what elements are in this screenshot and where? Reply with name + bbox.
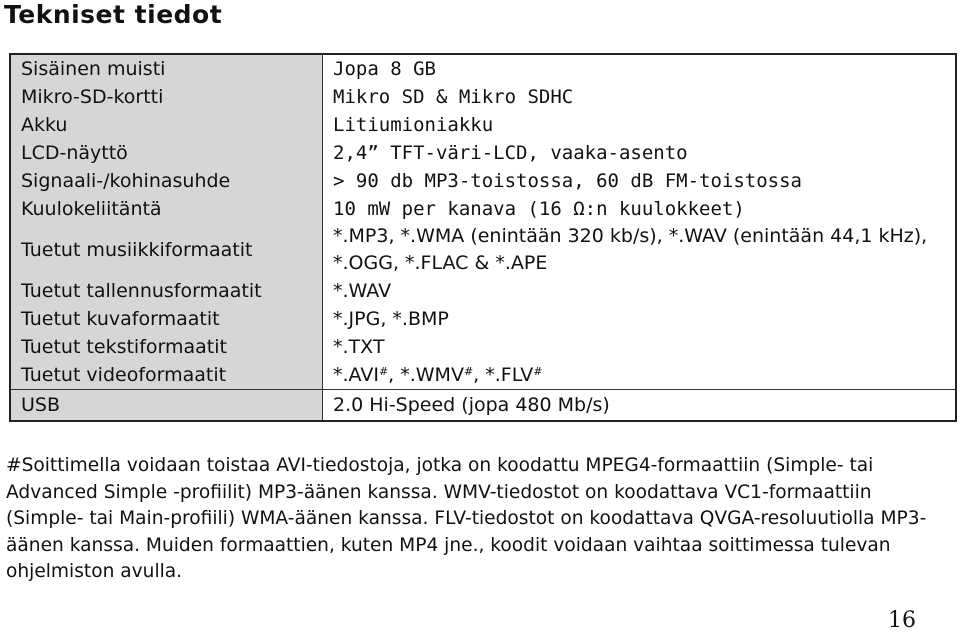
footnote-paragraph: #Soittimella voidaan toistaa AVI-tiedostoja, jotka on koodattu MPEG4-formaattiin (Simple- tai Advanced Simple -profiilit) MP3-äänen kanssa. WMV-tiedostot on koodattava VC1-formaattiin (Simple- tai Main-profiili) WMA-äänen kanssa. FLV-tiedostot on koodattava QVGA-resoluutiolla MP3-äänen kanssa. Muiden formaattien, kuten MP4 jne., koodit voidaan vaihtaa soittimessa tulevan ohjelmiston avulla. — [6, 455, 927, 582]
table-row — [10, 390, 956, 421]
table-row — [10, 223, 956, 277]
spec-label: Tuetut kuvaformaatit — [10, 305, 323, 333]
spec-label: LCD-näyttö — [10, 139, 323, 167]
spec-value: *.MP3, *.WMA (enintään 320 kb/s), *.WAV (enintään 44,1 kHz), *.OGG, *.FLAC & *.APE — [323, 223, 957, 277]
spec-value: > 90 db MP3-toistossa, 60 dB FM-toistossa — [323, 167, 957, 195]
spec-label: Sisäinen muisti — [10, 54, 323, 83]
spec-label: Mikro-SD-kortti — [10, 83, 323, 111]
spec-label: Tuetut videoformaatit — [10, 361, 323, 390]
table-row — [10, 83, 956, 111]
spec-value: Litiumioniakku — [323, 111, 957, 139]
spec-label: USB — [10, 390, 323, 421]
spec-label: Tuetut tekstiformaatit — [10, 333, 323, 361]
table-row — [10, 305, 956, 333]
spec-label: Tuetut tallennusformaatit — [10, 277, 323, 305]
spec-value: Mikro SD & Mikro SDHC — [323, 83, 957, 111]
format-wmv: , *.WMV — [388, 364, 464, 386]
spec-value: *.WAV — [323, 277, 957, 305]
spec-value: *.TXT — [323, 333, 957, 361]
spec-label: Akku — [10, 111, 323, 139]
spec-label: Kuulokeliitäntä — [10, 195, 323, 223]
table-row — [10, 195, 956, 223]
footnote-marker: # — [533, 365, 543, 378]
format-avi: *.AVI — [333, 364, 379, 386]
format-flv: , *.FLV — [473, 364, 534, 386]
spec-value — [323, 361, 957, 390]
footnote-marker: # — [378, 365, 389, 378]
table-row — [10, 111, 956, 139]
table-row — [10, 54, 956, 83]
table-row — [10, 333, 956, 361]
spec-value: Jopa 8 GB — [323, 54, 957, 83]
table-row — [10, 277, 956, 305]
footnote-marker: # — [463, 365, 474, 378]
table-row — [10, 361, 956, 390]
table-row — [10, 139, 956, 167]
spec-value: *.JPG, *.BMP — [323, 305, 957, 333]
spec-label: Tuetut musiikkiformaatit — [10, 223, 323, 277]
table-row — [10, 167, 956, 195]
spec-label: Signaali-/kohinasuhde — [10, 167, 323, 195]
spec-value: 2,4” TFT-väri-LCD, vaaka-asento — [323, 139, 957, 167]
page-title: Tekniset tiedot — [4, 0, 223, 29]
page-number: 16 — [888, 608, 916, 633]
specs-table — [9, 53, 957, 422]
spec-value: 10 mW per kanava (16 Ω:n kuulokkeet) — [323, 195, 957, 223]
spec-value: 2.0 Hi-Speed (jopa 480 Mb/s) — [323, 390, 957, 421]
